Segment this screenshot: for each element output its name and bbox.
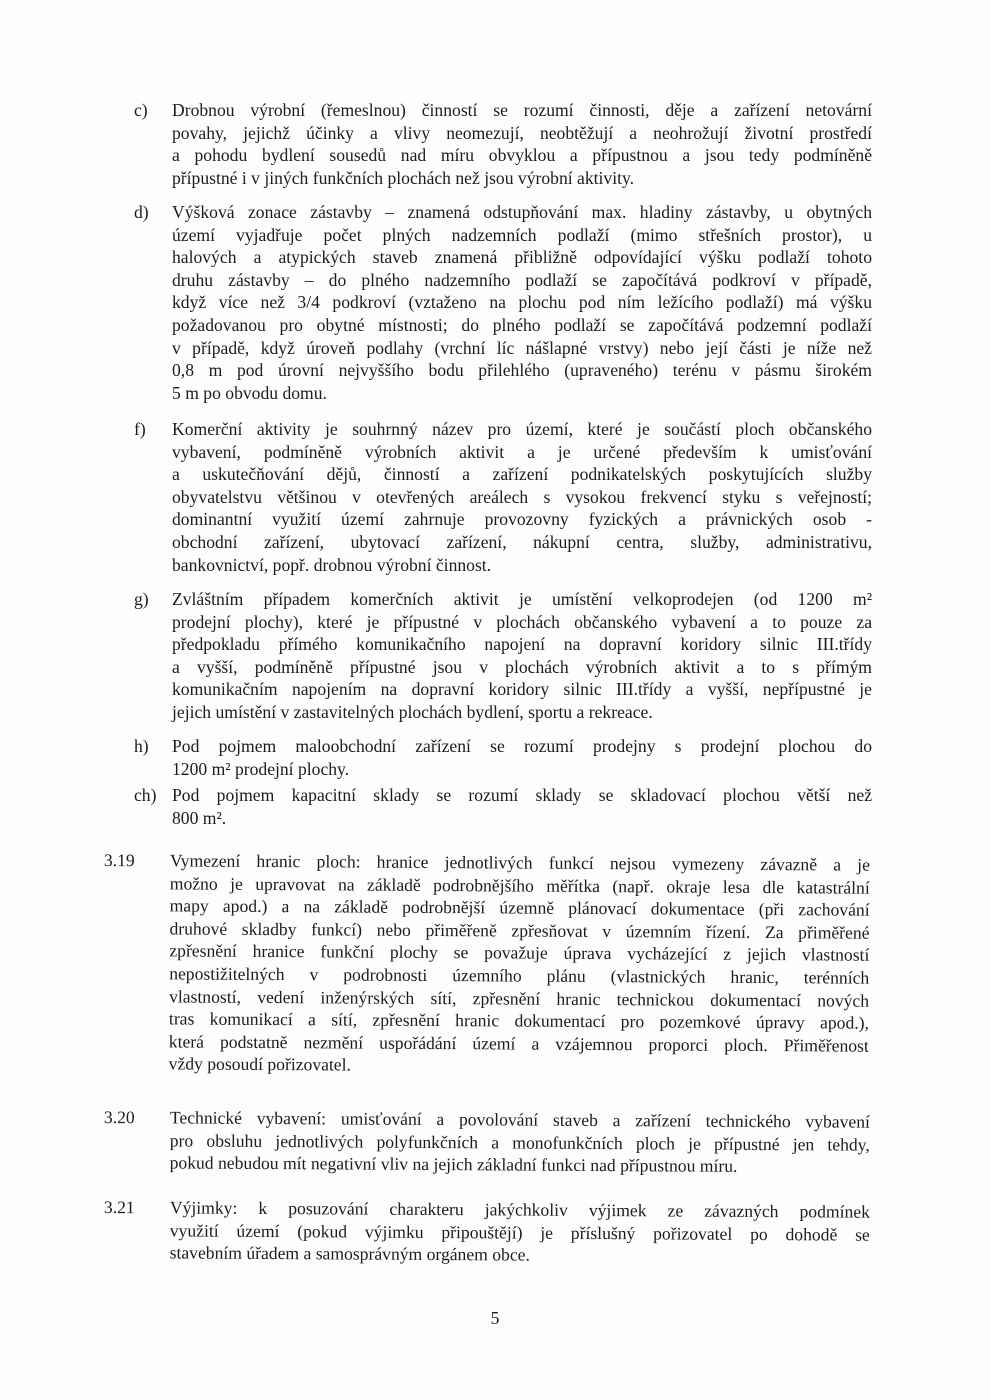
text-line: komunikačním napojením na dopravní koridory silnic III.třídy a vyšší, nepřípustné je [172,679,872,700]
text-line: jejich umístění v zastavitelných plochách bydlení, sportu a rekreace. [172,701,653,722]
text-line: 5 m po obvodu domu. [172,382,327,403]
text-line: druhové skladby funkcí) nebo přiměřeně zpřesňovat v územním řízení. Za přiměřené [169,918,870,943]
text-line: Vymezení hranic ploch: hranice jednotlivých funkcí nejsou vymezeny závazně a je [169,850,870,875]
list-item-text [172,99,872,189]
list-item-label: h) [134,736,149,756]
list-item-label: f) [134,419,146,439]
text-line: stavebním úřadem a samosprávným orgánem obce. [169,1242,530,1265]
text-line: Zvláštním případem komerčních aktivit je umístění velkoprodejen (od 1200 m² [172,589,872,609]
text-line: vybavení, podmíněně výrobních aktivit a je určené především k umisťování [172,441,872,462]
text-line: Výšková zonace zástavby – znamená odstupňování max. hladiny zástavby, u obytných [172,202,872,222]
text-line: druhu zástavby – do plného nadzemního podlaží se započítává podkroví v případě, [172,269,872,290]
text-line: možno je upravovat na základě podrobnějšího měřítka (např. okraje lesa dle katastrální [169,872,870,898]
list-item-g [134,588,872,724]
text-line: tras komunikací a sítí, zpřesnění hranic dokumentací pro pozemkové úpravy apod.), [168,1008,870,1033]
section-number: 3.19 [103,850,135,871]
text-line: pro obsluhu jednotlivých polyfunkčních a monofunkčních ploch je přípustné jen tehdy, [169,1129,870,1155]
list-item-text [172,201,872,404]
text-line: a pohodu bydlení sousedů nad míru obvyklou a přípustnou a jsou tedy podmíněně [172,145,872,166]
text-line: přípustné i v jiných funkčních plochách než jsou výrobní aktivity. [172,167,635,188]
text-line: vždy posoudí pořizovatel. [168,1053,352,1075]
list-item-ch [134,784,872,829]
section-number: 3.21 [103,1197,135,1218]
text-line: požadovanou pro obytné místnosti; do plného podlaží se započítává podzemní podlaží [172,314,872,335]
text-line: předpokladu přímého komunikačního napojení na dopravní koridory silnic III.třídy [172,634,872,655]
list-item-label: g) [134,589,149,609]
text-line: povahy, jejichž účinky a vlivy neomezují, neobtěžují a neohrožují životní prostředí [172,122,872,143]
section-3-19 [103,849,870,1080]
text-line: vlastností, vedení inženýrských sítí, zpřesnění hranic technickou dokumentací nových [169,985,870,1011]
text-line: prodejní plochy), které je přípustné v plochách občanského vybavení a to pouze za [172,611,872,632]
text-line: bankovnictví, popř. drobnou výrobní činnost. [172,554,492,575]
text-line: 0,8 m pod úrovní nejvyššího bodu přilehlého (upraveného) terénu v pásmu širokém [172,360,872,381]
text-line: a uskutečňování dějů, činností a zařízení podnikatelských poskytujících služby [172,464,872,485]
text-line: 800 m². [172,807,227,828]
text-line: dominantní využití území zahrnuje provozovny fyzických a právnických osob - [172,509,872,530]
text-line: halových a atypických staveb znamená přibližně odpovídající výšku podlaží tohoto [172,247,872,268]
list-item-d [134,201,872,404]
text-line: zpřesnění hranice funkční plochy se považuje úprava vycházející z jejich vlastností [169,940,870,966]
page-number: 5 [490,1308,500,1328]
section-3-21 [104,1196,870,1268]
section-number: 3.20 [103,1107,135,1128]
text-line: pokud nebudou mít negativní vliv na jejich základní funkci nad přípustnou míru. [169,1152,738,1177]
section-3-20 [104,1106,870,1178]
list-item-label: c) [134,100,148,120]
text-line: v případě, když úroveň podlahy (vrchní líc nášlapné vrstvy) nebo její části je níže než [172,337,872,358]
text-line: obyvatelstvu většinou v otevřených areálech s vysokou frekvencí styku s veřejností; [172,486,872,507]
text-line: když více než 3/4 podkroví (vztaženo na plochu pod ním ležícího podlaží) má výšku [172,292,872,313]
list-item-text [172,588,872,724]
section-text [169,849,870,1079]
list-item-label: ch) [134,785,157,805]
text-line: nepostižitelných v podrobnosti územního plánu (vlastnických hranic, terénních [169,963,870,988]
list-item-text [172,418,872,576]
list-item-f [134,418,872,576]
list-item-text [172,784,872,829]
text-line: Výjimky: k posuzování charakteru jakýchkoliv výjimek ze závazných podmínek [169,1197,870,1222]
text-line: Drobnou výrobní (řemeslnou) činností se rozumí činnosti, děje a zařízení netovární [172,100,872,120]
text-line: obchodní zařízení, ubytovací zařízení, nákupní centra, služby, administrativu, [172,531,872,552]
text-line: Pod pojmem maloobchodní zařízení se rozumí prodejny s prodejní plochou do [172,736,872,756]
text-line: využití území (pokud výjimku připouštějí) je příslušný pořizovatel po dohodě se [169,1219,870,1245]
text-line: Technické vybavení: umisťování a povolování staveb a zařízení technického vybavení [169,1107,870,1132]
section-text [170,1106,870,1178]
text-line: mapy apod.) a na základě podrobnější územně plánovací dokumentace (při zachování [169,895,870,920]
text-line: a vyšší, podmíněně přípustné jsou v plochách výrobních aktivit a to s přímým [172,656,872,677]
text-line: Komerční aktivity je souhrnný název pro území, které je součástí ploch občanského [172,419,872,439]
list-item-text [172,735,872,780]
list-item-label: d) [134,202,149,222]
text-line: Pod pojmem kapacitní sklady se rozumí sklady se skladovací plochou větší než [172,785,872,805]
text-line: území vyjadřuje počet plných nadzemních podlaží (mimo střešních prostor), u [172,224,872,245]
text-line: která podstatně nezmění uspořádání území a vzájemnou proporci ploch. Přiměřenost [168,1031,869,1056]
list-item-c [134,99,872,189]
section-text [170,1196,870,1268]
text-line: 1200 m² prodejní plochy. [172,758,350,779]
list-item-h [134,735,872,780]
